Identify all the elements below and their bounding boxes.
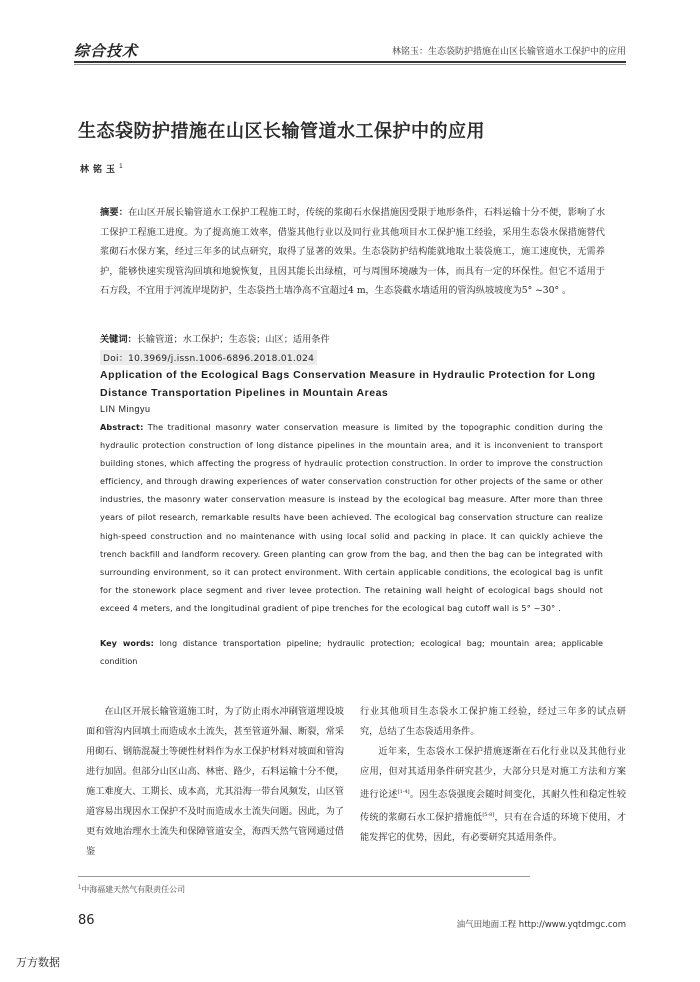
body-text: ，只有在合适的环境下使用，才能发挥它的优势，因此，有必要研究其适用条件。 (360, 812, 627, 844)
footnote-rule (78, 876, 530, 877)
keywords-cn-label: 关键词： (100, 334, 137, 345)
english-title: Application of the Ecological Bags Conservation Measure in Hydraulic Protection for Long Distance Transportation Pipelines in Mountain Areas (100, 369, 596, 399)
keywords-cn (100, 333, 605, 347)
abstract-en (100, 418, 603, 617)
english-author: LIN Mingyu (100, 404, 151, 414)
running-title: 林铭玉：生态袋防护措施在山区长输管道水工保护中的应用 (391, 47, 626, 57)
footnote-text: 中海福建天然气有限责任公司 (81, 885, 186, 894)
body-column-left (86, 702, 344, 862)
header-rule-thin (74, 64, 626, 65)
abstract-cn-label: 摘要： (100, 207, 129, 218)
body-paragraph (360, 742, 626, 848)
doi: Doi：10.3969/j.issn.1006-6896.2018.01.024 (100, 350, 317, 365)
watermark-text: 万方数据 (16, 956, 60, 969)
citation-ref: [5-8] (482, 812, 495, 819)
header-rule (74, 61, 626, 63)
body-paragraph: 在山区开展长输管道施工时，为了防止雨水冲刷管道埋设坡面和管沟内回填土而造成水土流失，甚至管道外漏、断裂，常采用砌石、钢筋混凝土等硬性材料作为水工保护材料对坡面和管沟进行加固。但部分山区山高、林密、路少，石料运输十分不便，施工难度大、工期长、成本高，尤其沿海一带台风频发，山区管道容易出现因水工保护不及时而造成水土流失问题。因此，为了更有效地治理水土流失和保障管道安全，海西天然气管网通过借鉴 (86, 706, 344, 857)
abstract-en-label: Abstract: (100, 422, 144, 432)
keywords-en-label: Key words: (100, 638, 154, 648)
keywords-cn-text: 长输管道；水工保护；生态袋；山区；适用条件 (136, 334, 330, 345)
article-title: 生态袋防护措施在山区长输管道水工保护中的应用 (78, 121, 485, 142)
abstract-cn-text: 在山区开展长输管道水工保护工程施工时，传统的浆砌石水保措施因受限于地形条件，石料运输十分不便，影响了水工保护工程施工进度。为了提高施工效率，借鉴其他行业以及同行业其他项目水工保护施工经验，采用生态袋水保措施替代浆砌石水保方案，经过三年多的试点研究，取得了显著的效果。生态袋防护结构能就地取土装袋施工，施工速度快，无需养护，能够快速实现管沟回填和地貌恢复，且因其能长出绿植，可与周围环境融为一体，而具有一定的环保性。但它不适用于石方段，不宜用于河流岸堤防护，生态袋挡土墙净高不宜超过4 m，生态袋截水墙适用的管沟纵坡坡度为5° ~30° 。 (100, 207, 606, 296)
body-text: 。因生态袋强度会随时间变化，其耐久性和稳定性较传统的浆砌石水工保护措施低 (360, 789, 627, 824)
footnote (78, 884, 185, 895)
journal-footer: 油气田地面工程 http://www.yqtdmgc.com (456, 920, 626, 930)
author-affiliation-mark: 1 (119, 163, 123, 170)
section-label: 综合技术 (74, 42, 139, 60)
keywords-en (100, 635, 603, 670)
author-name: 林铭玉 (80, 165, 120, 175)
keywords-en-text: long distance transportation pipeline; hydraulic protection; ecological bag; mountain area; applicable condition (100, 638, 603, 666)
article-author (80, 162, 123, 175)
body-paragraph-continued: 行业其他项目生态袋水工保护施工经验，经过三年多的试点研究，总结了生态袋适用条件。 (360, 706, 626, 737)
body-text: 近年来，生态袋水工保护措施逐渐在石化行业以及其他行业应用，但对其适用条件研究甚少，大部分只是对施工方法和方案进行论述 (360, 746, 626, 801)
page-number: 86 (78, 913, 95, 928)
body-column-right (360, 702, 626, 848)
abstract-en-text: The traditional masonry water conservation measure is limited by the topographic condition during the hydraulic protection construction of long distance pipelines in the mountain area, and it is inconvenient to transport building stones, which affecting the progress of hydraulic protection construction. In order to improve the construction efficiency, and through drawing experiences of water conservation construction for other projects of the same or other industries, the masonry water conservation measure is instead by the ecological bag measure. After more than three years of pilot research, remarkable results have been achieved. The ecological bag conservation structure can realize high-speed construction and no maintenance with using local solid and packing in place. It can quickly achieve the trench backfill and landform recovery. Green planting can grow from the bag, and then the bag can be integrated with surrounding environment, so it can protect environment. With certain applicable conditions, the ecological bag is unfit for the stonework place segment and river levee protection. The retaining wall height of ecological bags should not exceed 4 meters, and the longitudinal gradient of pipe trenches for the ecological bag cutoff wall is 5° ~30° . (100, 422, 603, 613)
footnote-mark: 1 (78, 884, 82, 891)
abstract-cn (100, 203, 605, 301)
citation-ref: [1-4] (397, 789, 410, 795)
